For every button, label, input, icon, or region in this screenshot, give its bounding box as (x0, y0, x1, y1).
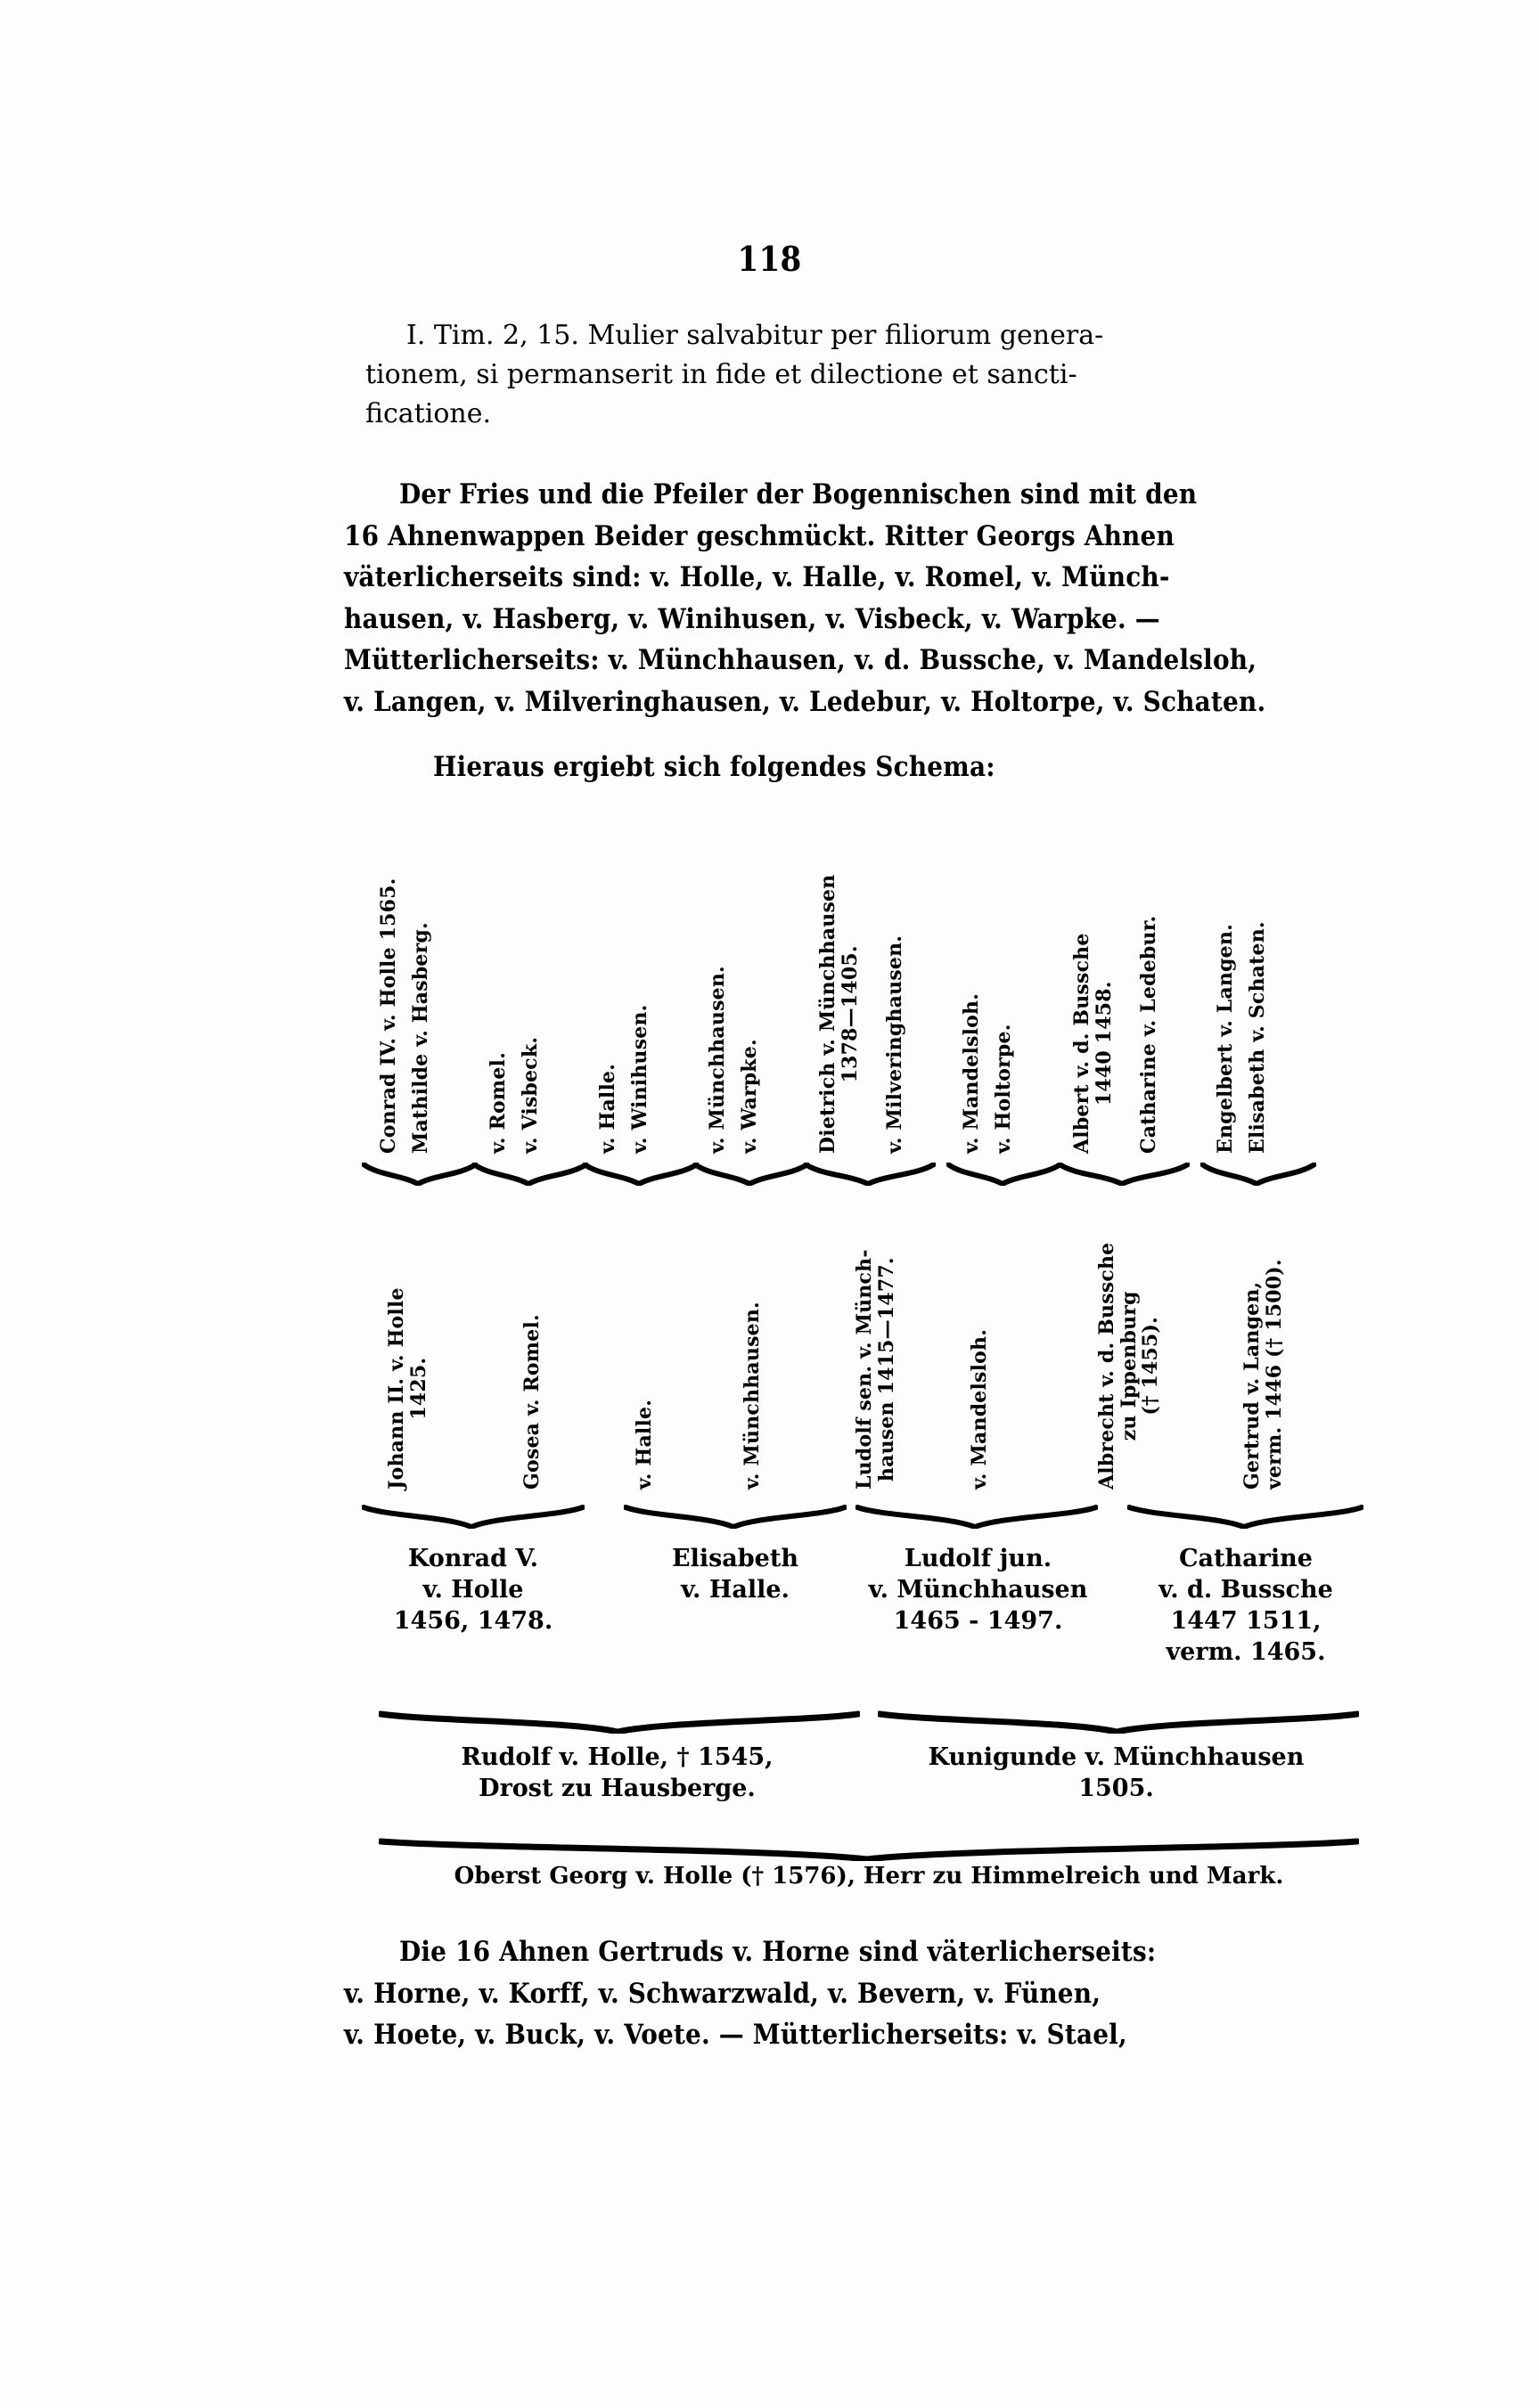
ancestor-dates: 1465 - 1497. (893, 1607, 1063, 1636)
paragraph-line: hausen, v. Hasberg, v. Winihusen, v. Visbeck, v. Warpke. — (344, 602, 1160, 635)
brace-g1-pair-7 (1058, 1163, 1190, 1186)
paragraph-line: Mütterlicherseits: v. Münchhausen, v. d. Bussche, v. Mandelsloh, (344, 644, 1257, 676)
ancestor-name: Ludolf sen. v. Münch- (853, 1249, 876, 1490)
ancestor-dates: 1440 1458. (1092, 981, 1116, 1106)
brace-g4-pair-1 (379, 1838, 1359, 1861)
ancestor-name: Albrecht v. d. Bussche (1095, 1242, 1118, 1490)
brace-g2-pair-2 (624, 1504, 847, 1529)
ancestor-label-g1-3 (487, 1052, 510, 1154)
ancestor-name: Conrad IV. v. Holle (377, 947, 400, 1154)
latin-line (365, 355, 1372, 395)
brace-g1-pair-1 (362, 1163, 478, 1186)
ancestor-label-g1-15 (1215, 924, 1237, 1154)
ancestor-box-g3-2 (615, 1543, 855, 1605)
ancestor-name: Gosea v. Romel. (520, 1314, 544, 1490)
ancestor-dates: 1378—1405. (838, 945, 862, 1083)
ancestor-box-g3-3 (851, 1543, 1105, 1637)
ancestor-box-g4-1 (356, 1742, 878, 1804)
ancestor-name: v. Holtorpe. (992, 1024, 1015, 1154)
ancestor-label-g1-12 (993, 1024, 1015, 1154)
ancestor-label-g1-2 (410, 922, 432, 1154)
paragraph-line: v. Langen, v. Milveringhausen, v. Ledebur, v. Holtorpe, v. Schaten. (344, 685, 1266, 718)
brace-g1-pair-4 (693, 1163, 809, 1186)
ancestor-dates: 1447 1511, (1170, 1607, 1322, 1636)
ancestor-name: Johann II. v. Holle (385, 1287, 408, 1490)
paragraph-line: Der Fries und die Pfeiler der Bogennischen sind mit den (399, 478, 1198, 510)
ancestor-label-g1-6 (629, 1004, 651, 1154)
ancestor-dates: († 1455). (1139, 1316, 1163, 1416)
ancestor-label-g1-4 (520, 1037, 542, 1154)
ancestor-label-g1-8 (739, 1039, 761, 1154)
ancestor-label-g2-1 (386, 1287, 430, 1490)
latin-line (365, 316, 1372, 355)
ancestor-box-g4-2 (855, 1742, 1377, 1804)
brace-g2-pair-4 (1127, 1504, 1363, 1529)
brace-g1-pair-6 (946, 1163, 1062, 1186)
main-paragraph (344, 474, 1378, 722)
ancestor-name-line: Konrad V. (407, 1545, 539, 1572)
brace-g2-pair-3 (855, 1504, 1098, 1529)
paragraph-line: v. Horne, v. Korff, v. Schwarzwald, v. Bevern, v. Fünen, (344, 1977, 1101, 2010)
ancestor-name-line: v. Holle (422, 1576, 524, 1604)
ancestor-name: Albert v. d. Bussche (1070, 933, 1093, 1154)
ancestor-name: Mathilde v. Hasberg. (409, 922, 432, 1154)
ancestor-marriage: verm. 1465. (1166, 1638, 1326, 1667)
ancestor-name: v. Winihusen. (628, 1004, 651, 1154)
brace-g1-pair-8 (1200, 1163, 1316, 1186)
ancestor-label-g1-13 (1071, 933, 1115, 1154)
ancestor-box-g5-1 (356, 1862, 1381, 1892)
ancestor-name: v. Mandelsloh. (960, 992, 983, 1154)
ancestor-name-line: Ludolf jun. (904, 1545, 1052, 1572)
brace-g1-pair-2 (472, 1163, 588, 1186)
ancestor-label-g1-5 (597, 1064, 619, 1154)
ancestor-dates: 1425. (406, 1357, 430, 1420)
ancestor-place: zu Ippenburg (1117, 1291, 1141, 1441)
ancestor-label-g1-16 (1247, 921, 1269, 1154)
paragraph-line: v. Hoete, v. Buck, v. Voete. — Mütterlicherseits: v. Stael, (344, 2019, 1127, 2051)
ancestor-name: v. Warpke. (738, 1039, 761, 1154)
ancestor-dates: hausen 1415—1477. (874, 1257, 898, 1482)
paragraph-line: Die 16 Ahnen Gertruds v. Horne sind väterlicherseits: (399, 1936, 1157, 1968)
ancestor-label-g2-4 (741, 1302, 764, 1490)
ancestor-name: v. Münchhausen. (741, 1302, 764, 1490)
ancestor-label-g1-14 (1138, 916, 1160, 1154)
brace-g3-pair-2 (878, 1710, 1359, 1734)
paragraph-line: 16 Ahnenwappen Beider geschmückt. Ritter Georgs Ahnen (344, 519, 1175, 552)
paragraph-line: Hieraus ergiebt sich folgendes Schema: (433, 751, 995, 783)
ancestor-name: Dietrich v. Münchhausen (816, 874, 839, 1154)
ancestor-label-g2-7 (1096, 1243, 1162, 1490)
ancestor-name: Elisabeth v. Schaten. (1246, 921, 1269, 1154)
brace-g3-pair-1 (379, 1710, 860, 1734)
ancestor-label-g1-7 (707, 966, 729, 1154)
ancestor-name-line: Oberst Georg v. Holle († 1576), Herr zu Himmelreich und Mark. (454, 1863, 1284, 1890)
page-number: 118 (737, 239, 802, 279)
ancestor-label-g1-11 (961, 993, 983, 1154)
latin-line-text: I. Tim. 2, 15. Mulier salvabitur per filiorum genera- (406, 320, 1104, 351)
ancestor-label-g2-5 (854, 1249, 897, 1490)
ancestor-name-line: Rudolf v. Holle, † 1545, (461, 1743, 774, 1771)
brace-g2-pair-1 (362, 1504, 585, 1529)
ancestor-dates: 1565. (377, 877, 400, 941)
paragraph-line: väterlicherseits sind: v. Holle, v. Halle, v. Romel, v. Münch- (344, 561, 1170, 593)
latin-line (365, 395, 1372, 434)
ancestor-name: Catharine v. Ledebur. (1137, 915, 1160, 1154)
ancestor-label-g1-10 (884, 935, 906, 1154)
ancestor-name: Gertrud v. Langen, (1240, 1281, 1264, 1490)
ancestor-name-line: v. d. Bussche (1158, 1576, 1333, 1604)
ancestor-name: v. Mandelsloh. (968, 1328, 991, 1490)
tail-paragraph (344, 1931, 1382, 2056)
ancestor-box-g3-1 (353, 1543, 593, 1637)
ancestor-label-g1-1 (378, 877, 400, 1154)
ancestor-name: v. Münchhausen. (706, 966, 729, 1154)
brace-g1-pair-5 (804, 1163, 936, 1186)
ancestor-name: Engelbert v. Langen. (1214, 924, 1237, 1154)
ancestor-name-line: v. Münchhausen (868, 1576, 1088, 1604)
ancestor-label-g2-8 (1241, 1259, 1285, 1490)
ancestor-name: v. Halle. (596, 1063, 619, 1154)
latin-line-text: ficatione. (365, 397, 492, 429)
ancestor-box-g3-4 (1121, 1543, 1371, 1668)
brace-g1-pair-3 (583, 1163, 699, 1186)
ancestor-dates: verm. 1446 († 1500). (1262, 1259, 1286, 1490)
ancestor-name: v. Visbeck. (519, 1036, 542, 1154)
ancestor-name: v. Milveringhausen. (883, 935, 906, 1154)
ancestor-name-line: v. Halle. (681, 1576, 790, 1604)
ancestor-label-g1-9 (817, 875, 861, 1154)
ancestor-name-line: Catharine (1179, 1545, 1313, 1572)
ancestor-name-line: Kunigunde v. Münchhausen (928, 1743, 1305, 1771)
ancestor-dates: 1505. (1078, 1775, 1154, 1803)
ancestor-label-g2-3 (634, 1400, 656, 1490)
latin-line-text: tionem, si permanserit in fide et dilectione et sancti- (365, 358, 1077, 390)
ancestor-label-g2-6 (969, 1329, 991, 1490)
ancestor-dates: 1456, 1478. (393, 1607, 553, 1636)
schema-intro-paragraph (344, 751, 1378, 783)
ancestor-name: v. Halle. (633, 1399, 656, 1490)
latin-quotation-block (365, 316, 1372, 433)
ancestor-name: v. Romel. (487, 1052, 510, 1154)
ancestor-name-line: Elisabeth (672, 1545, 798, 1572)
ancestor-title: Drost zu Hausberge. (479, 1775, 756, 1803)
ancestor-label-g2-2 (521, 1314, 544, 1490)
